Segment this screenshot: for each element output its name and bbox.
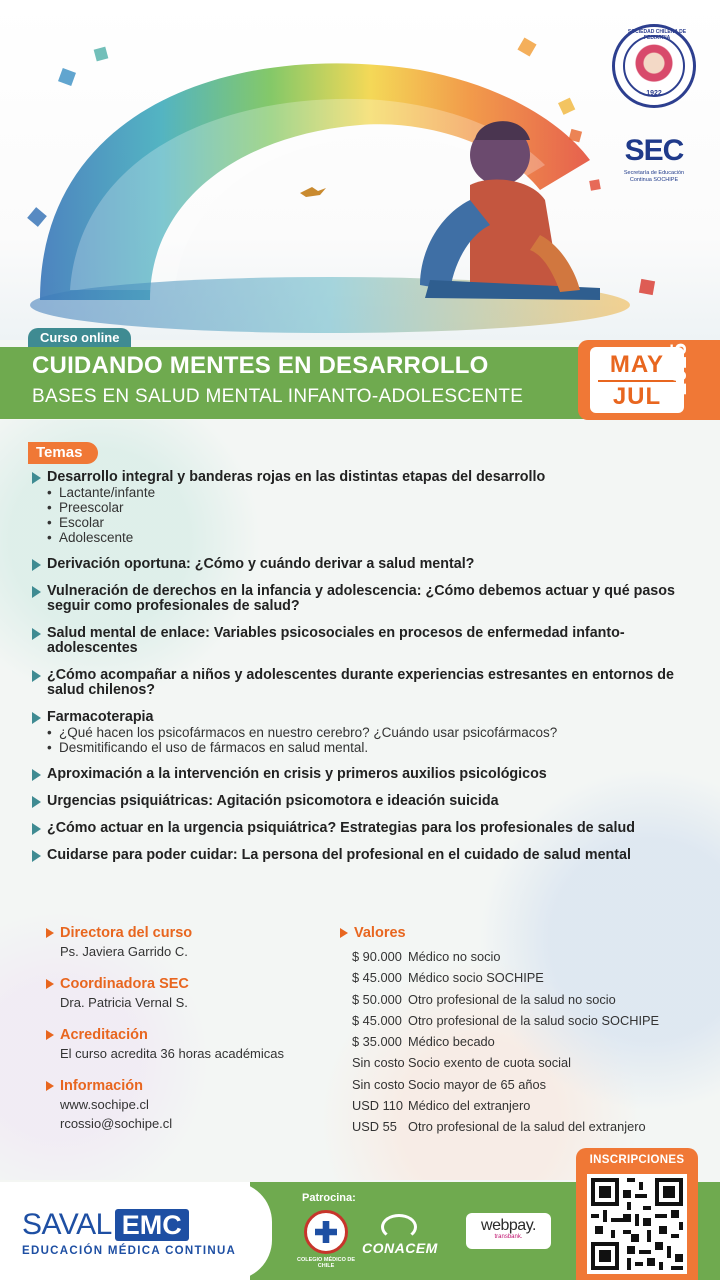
topic-title: Aproximación a la intervención en crisis y primeros auxilios psicológicos (47, 766, 547, 782)
subtopic: • Lactante/infante (47, 485, 682, 500)
sochipe-name: SOCIEDAD CHILENA DE PEDIATRIA (627, 29, 687, 41)
contact-block (44, 1077, 334, 1133)
price-amount: USD 110 (352, 1098, 403, 1114)
course-subtitle: BASES EN SALUD MENTAL INFANTO-ADOLESCENTE (32, 386, 524, 407)
bullet-arrow-icon (32, 823, 41, 835)
webpay-word: webpay. (481, 1217, 536, 1234)
coordinator-block (44, 975, 334, 1012)
webpay-sub: transbank. (494, 1234, 523, 1240)
topics-list (32, 470, 682, 875)
topic-item (32, 626, 682, 656)
price-row (338, 1074, 698, 1095)
topic-title: Cuidarse para poder cuidar: La persona del profesional en el cuidado de salud mental (47, 847, 631, 863)
bullet-arrow-icon (32, 586, 41, 598)
price-row (338, 1116, 698, 1137)
bullet-arrow-icon (32, 769, 41, 781)
webpay-logo (466, 1213, 551, 1249)
price-row (338, 989, 698, 1010)
registration-box[interactable] (576, 1148, 698, 1280)
coordinator-label: Coordinadora SEC (60, 976, 189, 992)
accreditation-label: Acreditación (60, 1027, 148, 1043)
date-month-end: JUL (612, 383, 662, 410)
topic-title: Derivación oportuna: ¿Cómo y cuándo derivar a salud mental? (47, 556, 475, 572)
sponsors-label: Patrocina: (302, 1192, 356, 1204)
conacem-word: CONACEM (362, 1240, 438, 1256)
topic-item (32, 557, 682, 572)
topic-item (32, 794, 682, 809)
price-description: Otro profesional de la salud no socio (408, 991, 616, 1007)
coordinator-name: Dra. Patricia Vernal S. (60, 995, 188, 1010)
price-description: Socio exento de cuota social (408, 1055, 571, 1071)
saval-emc: EMC (115, 1209, 189, 1241)
price-row (338, 967, 698, 988)
date-year: 2025 (666, 342, 691, 395)
bullet-arrow-icon (340, 928, 348, 938)
bullet-arrow-icon (32, 850, 41, 862)
saval-emc-logo (22, 1208, 236, 1257)
course-online-badge: Curso online (28, 328, 131, 348)
topic-item (32, 584, 682, 614)
contact-website-link[interactable]: www.sochipe.cl (60, 1097, 149, 1112)
price-description: Médico socio SOCHIPE (408, 970, 544, 986)
price-row (338, 1010, 698, 1031)
bullet-arrow-icon (32, 670, 41, 682)
date-divider (598, 380, 676, 382)
price-amount: $ 35.000 (352, 1034, 402, 1050)
price-row (338, 1052, 698, 1073)
bullet-arrow-icon (32, 796, 41, 808)
saval-word: SAVAL (22, 1208, 112, 1241)
price-description: Socio mayor de 65 años (408, 1076, 547, 1092)
accreditation-text: El curso acredita 36 horas académicas (60, 1046, 285, 1061)
course-dates (578, 340, 720, 420)
topic-item (32, 710, 682, 755)
bullet-arrow-icon (46, 1081, 54, 1091)
topics-heading: Temas (28, 442, 98, 464)
bullet-arrow-icon (32, 628, 41, 640)
sec-logo-text: SEC (624, 134, 684, 167)
price-description: Médico del extranjero (408, 1098, 531, 1114)
colegio-medico-logo (304, 1210, 348, 1254)
price-amount: USD 55 (352, 1119, 397, 1135)
colegio-medico-label: COLEGIO MÉDICO DE CHILE (296, 1257, 356, 1269)
director-name: Ps. Javiera Garrido C. (60, 944, 188, 959)
contact-email-link[interactable]: rcossio@sochipe.cl (60, 1116, 173, 1131)
director-block (44, 924, 334, 961)
subtopic: • Adolescente (47, 530, 682, 545)
price-amount: $ 45.000 (352, 1012, 402, 1028)
price-amount: $ 50.000 (352, 991, 402, 1007)
price-row (338, 946, 698, 967)
registration-label: INSCRIPCIONES (589, 1154, 685, 1166)
topic-title: Salud mental de enlace: Variables psicosociales en procesos de enfermedad infanto-adolescentes (47, 625, 625, 656)
topic-title: Farmacoterapia (47, 709, 154, 725)
conacem-mark-icon (381, 1214, 417, 1240)
price-description: Otro profesional de la salud del extranjero (408, 1119, 646, 1135)
subtopic: • ¿Qué hacen los psicofármacos en nuestro cerebro? ¿Cuándo usar psicofármacos? (47, 725, 682, 740)
sec-logo-subtitle: Secretaría de Educación Continua SOCHIPE (623, 170, 685, 183)
price-row (338, 1095, 698, 1116)
bullet-arrow-icon (32, 712, 41, 724)
director-label: Directora del curso (60, 925, 193, 941)
topic-item (32, 668, 682, 698)
subtopic: • Escolar (47, 515, 682, 530)
topic-item (32, 848, 682, 863)
bullet-arrow-icon (46, 979, 54, 989)
bullet-arrow-icon (32, 472, 41, 484)
topic-title: Urgencias psiquiátricas: Agitación psicomotora e ideación suicida (47, 793, 499, 809)
price-amount: $ 45.000 (352, 970, 402, 986)
puzzle-illustration (0, 0, 720, 340)
topic-title: Desarrollo integral y banderas rojas en las distintas etapas del desarrollo (47, 469, 546, 485)
course-info (44, 924, 334, 1147)
sochipe-year: 1922 (646, 90, 662, 97)
sochipe-logo (612, 24, 696, 108)
topic-item (32, 470, 682, 545)
medical-cross-icon (315, 1221, 337, 1243)
bullet-arrow-icon (46, 928, 54, 938)
prices-label: Valores (354, 925, 406, 941)
bullet-arrow-icon (32, 559, 41, 571)
bullet-arrow-icon (46, 1030, 54, 1040)
topic-title: Vulneración de derechos en la infancia y adolescencia: ¿Cómo debemos actuar y qué pasos seguir como profesionales de salud? (47, 583, 675, 614)
conacem-logo (362, 1214, 436, 1256)
price-amount: Sin costo (352, 1055, 405, 1071)
topic-item (32, 767, 682, 782)
qr-code-icon[interactable] (587, 1174, 687, 1274)
price-description: Otro profesional de la salud socio SOCHIPE (408, 1012, 660, 1028)
price-amount: $ 90.000 (352, 949, 402, 964)
sec-logo (614, 134, 694, 183)
topic-title: ¿Cómo actuar en la urgencia psiquiátrica? Estrategias para los profesionales de salud (47, 820, 635, 836)
price-amount: Sin costo (352, 1076, 405, 1092)
contact-label: Información (60, 1078, 143, 1094)
date-month-start: MAY (609, 351, 665, 378)
subtopic: • Desmitificando el uso de fármacos en salud mental. (47, 740, 682, 755)
hero-illustration (0, 0, 720, 340)
saval-tagline: EDUCACIÓN MÉDICA CONTINUA (22, 1245, 237, 1257)
topic-item (32, 821, 682, 836)
price-list (338, 924, 698, 1138)
topic-title: ¿Cómo acompañar a niños y adolescentes durante experiencias estresantes en entornos de salud chilenos? (47, 667, 674, 698)
subtopic: • Preescolar (47, 500, 682, 515)
accreditation-block (44, 1026, 334, 1063)
price-row (338, 1031, 698, 1052)
price-description: Médico no socio (408, 949, 501, 964)
price-table (338, 946, 698, 1138)
price-description: Médico becado (408, 1034, 495, 1050)
course-title: CUIDANDO MENTES EN DESARROLLO (32, 352, 489, 379)
